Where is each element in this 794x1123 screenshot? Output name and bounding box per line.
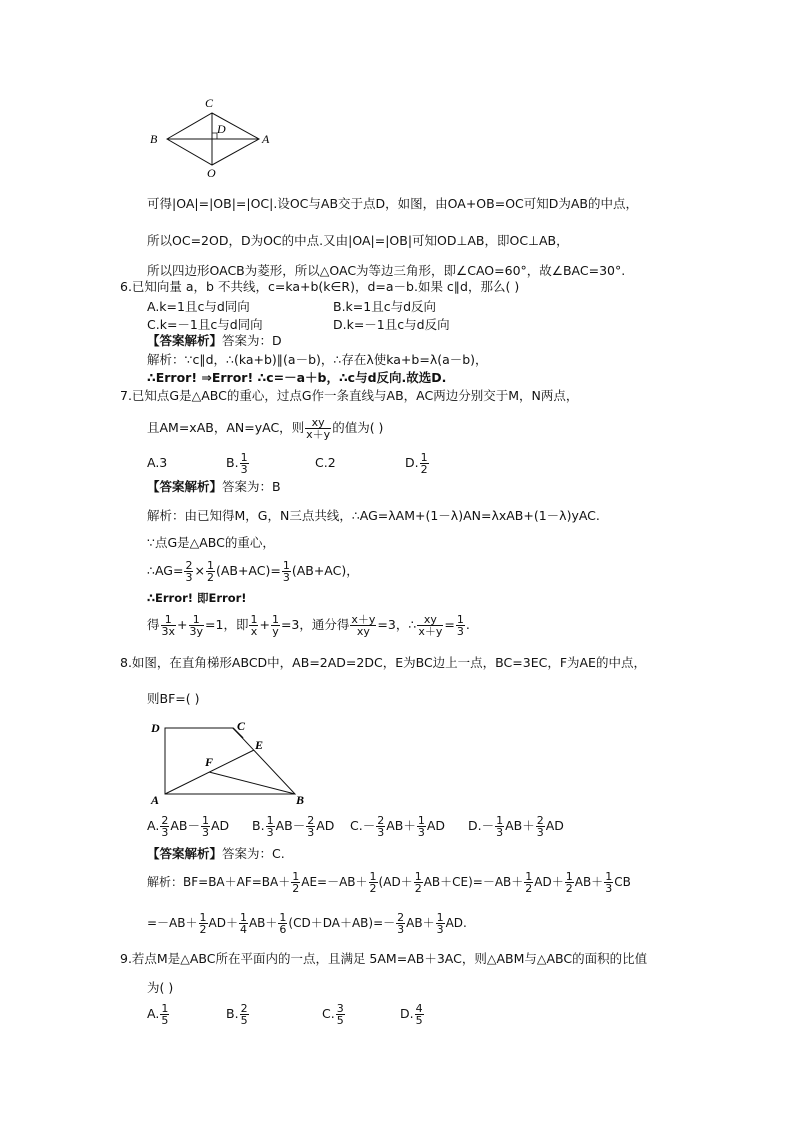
q7-option-b: B. $\frac{1}{3}$ [226,451,248,476]
q8-answer-label: 【答案解析】 [147,846,223,861]
trap-label-b: B [296,793,305,807]
label-o: O [207,166,216,180]
q7-sol4: ∴Error! 即Error! [147,591,247,605]
q7-sol1: 解析：由已知得M，G，N三点共线，∴AG=λAM+(1－λ)AN=λxAB+(1－λ)yAC. [147,508,600,523]
q8-option-b: B. $\frac{1}{3}$ AB－ $\frac{2}{3}$ AD [252,814,335,839]
q7-sol2: ∵点G是△ABC的重心， [147,535,275,550]
q6-option-c: C.k=－1且c与d同向 [147,317,263,332]
q6-option-a: A.k=1且c与d同向 [147,299,250,314]
q9-stem2: 为( ) [147,980,174,995]
q8-sol1: 解析：BF=BA＋AF=BA＋ $\frac{1}{2}$ AE=－AB＋ $\frac{1}{2}$ (AD＋ $\frac{1}{2}$ AB＋CE)=－AB＋ $\frac{1}{2}$ AD＋ $\frac{1}{2}$ AB＋ $\frac{1}{3}$ CB [147,870,631,895]
label-a: A [262,132,270,146]
q7-answer-label: 【答案解析】 [147,479,223,494]
q9-stem: 9.若点M是△ABC所在平面内的一点，且满足 5AM=AB＋3AC，则△ABM与△ABC的面积的比值 [120,951,648,966]
q9-option-b: B. $\frac{2}{5}$ [226,1002,248,1027]
label-c: C [205,96,214,110]
q6-option-b: B.k=1且c与d反向 [333,299,437,314]
q8-answer-row [147,846,285,862]
trap-label-c: C [237,719,246,733]
trap-label-d: D [151,721,160,735]
q9-option-d: D. $\frac{4}{5}$ [400,1002,423,1027]
q7-stem: 7.已知点G是△ABC的重心，过点G作一条直线与AB，AC两边分别交于M，N两点， [120,388,579,403]
q6-stem: 6.已知向量 a，b 不共线，c=ka+b(k∈R)，d=a－b.如果 c∥d，那么( ) [120,279,520,294]
trapezoid-figure [145,716,315,808]
q7-answer-row [147,479,281,495]
q7-stem2-tail: 的值为( ) [332,420,384,435]
q8-option-a: A. $\frac{2}{3}$ AB－ $\frac{1}{3}$ AD [147,814,230,839]
q8-stem: 8.如图，在直角梯形ABCD中，AB=2AD=2DC，E为BC边上一点，BC=3EC，F为AE的中点， [120,655,646,670]
q9-option-a: A. $\frac{1}{5}$ [147,1002,169,1027]
trap-label-a: A [151,793,160,807]
q7-sol3: ∴AG= $\frac{2}{3}$ × $\frac{1}{2}$ (AB+AC)= $\frac{1}{3}$ (AB+AC)， [147,559,359,584]
q6-answer-row [147,333,282,349]
q6-sol2: ∴Error! ⇒Error! ∴c=－a＋b，∴c与d反向.故选D. [147,370,447,385]
q9-option-c: C. $\frac{3}{5}$ [322,1002,344,1027]
label-b: B [150,132,158,146]
trap-label-f: F [205,755,214,769]
q8-answer: 答案为：C. [222,846,285,861]
q7-option-c: C.2 [315,455,336,470]
q7-option-a: A.3 [147,455,168,470]
q8-option-c: C.－ $\frac{2}{3}$ AB＋ $\frac{1}{3}$ AD [350,814,446,839]
q7-option-d: D. $\frac{1}{2}$ [405,451,428,476]
q6-sol1: 解析：∵c∥d，∴(ka+b)∥(a－b)，∴存在λ使ka+b=λ(a－b)， [147,352,488,367]
q7-sol5: 得 $\frac{1}{3x}$ + $\frac{1}{3y}$ =1，即 $\frac{1}{x}$ + $\frac{1}{y}$ =3，通分得 $\frac{x+y}{xy}$ =3，∴ $\frac{xy}{x+y}$ = $\frac{1}{3}$ . [147,613,470,638]
p5-line3: 所以四边形OACB为菱形，所以△OAC为等边三角形，即∠CAO=60°，故∠BAC=30°. [147,263,626,278]
q6-answer: 答案为：D [222,333,282,348]
q7-stem2-text: 且AM=xAB，AN=yAC，则 [147,420,305,435]
q6-answer-label: 【答案解析】 [147,333,223,348]
trap-label-e: E [255,738,264,752]
p5-line1: 可得|OA|=|OB|=|OC|.设OC与AB交于点D，如图，由OA+OB=OC可知D为AB的中点， [147,196,639,211]
q8-option-d: D.－ $\frac{1}{3}$ AB＋ $\frac{2}{3}$ AD [468,814,564,839]
q8-sol2: =－AB＋ $\frac{1}{2}$ AD＋ $\frac{1}{4}$ AB＋ $\frac{1}{6}$ (CD＋DA＋AB)=－ $\frac{2}{3}$ AB＋ $\frac{1}{3}$ AD. [147,911,467,936]
q7-stem2 [147,413,383,443]
label-d: D [217,122,226,136]
p5-line2: 所以OC=2OD，D为OC的中点.又由|OA|=|OB|可知OD⊥AB，即OC⊥AB， [147,233,569,248]
rhombus-figure [145,95,280,180]
q7-answer: 答案为：B [222,479,281,494]
q6-option-d: D.k=－1且c与d反向 [333,317,450,332]
q7-stem2-fraction: $\frac{xy}{x+y}$ [306,416,331,441]
q8-stem2: 则BF=( ) [147,691,200,706]
